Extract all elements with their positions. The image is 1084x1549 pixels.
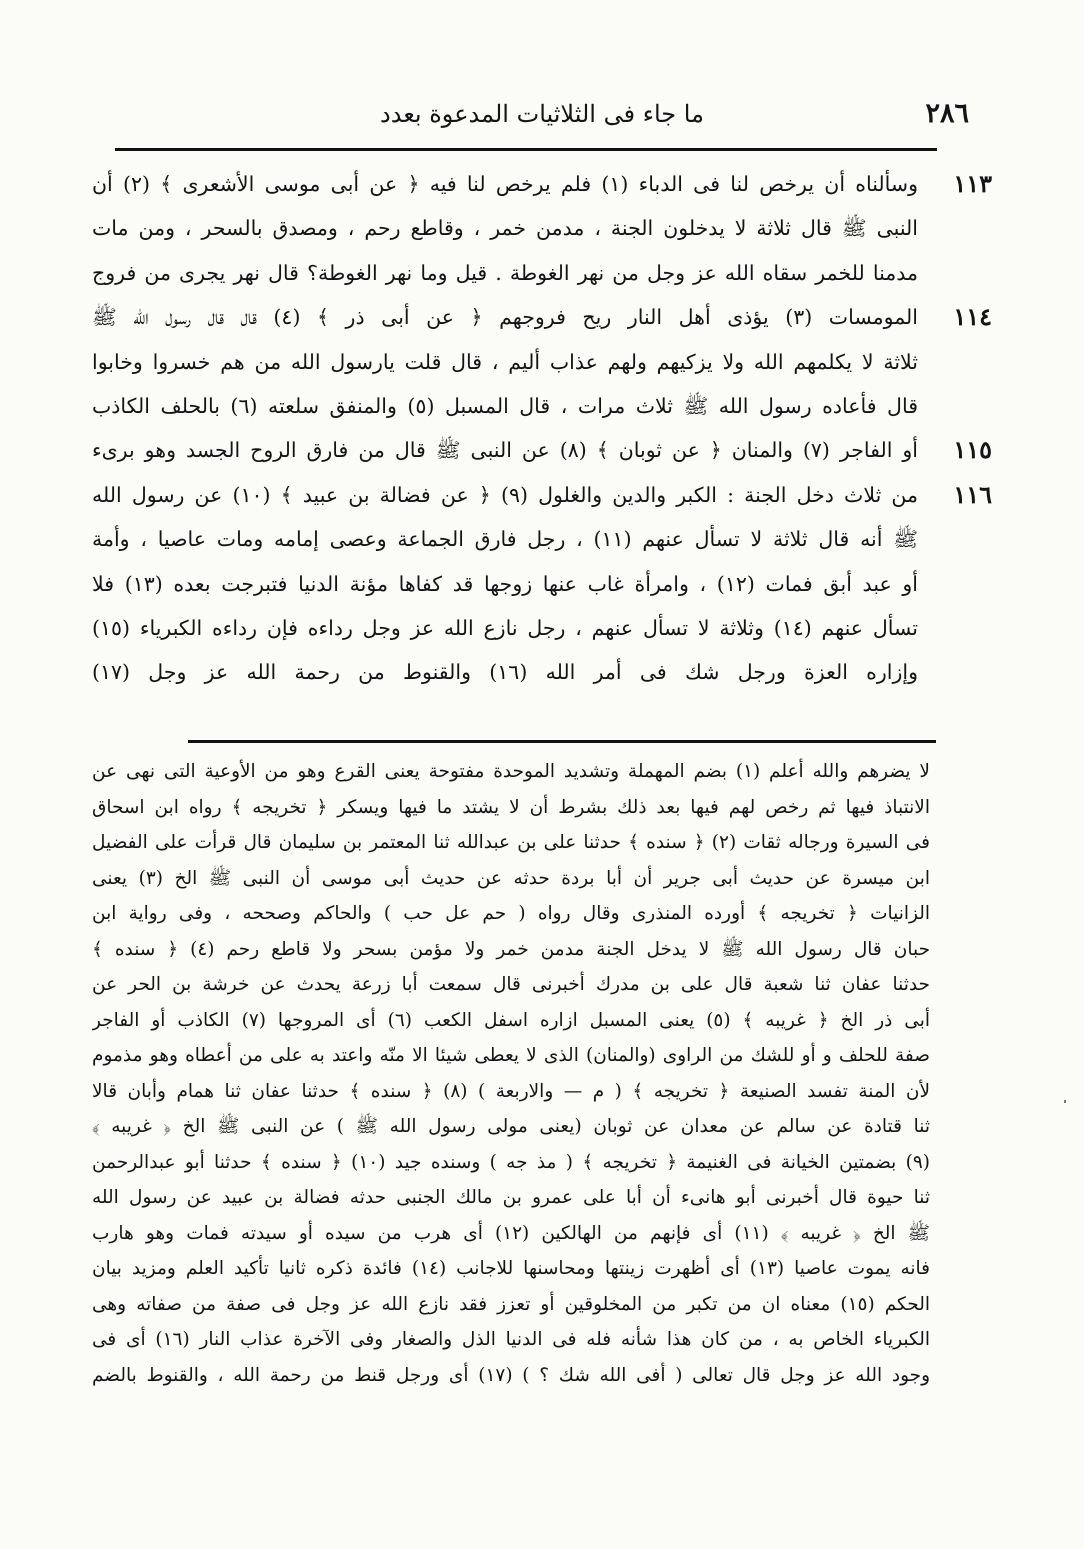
hadith-entry xyxy=(92,295,992,428)
hadith-text xyxy=(92,428,918,472)
text-line: ثلاثة لا يكلمهم الله ولا يزكيهم ولهم عذاب أليم ، قال قلت يارسول الله من هم خسروا وخابوا xyxy=(92,349,918,374)
text-line: ﷺ أنه قال ثلاثة لا تسأل عنهم (١١) ، رجل فارق الجماعة وعصى إمامه ومات عاصيا ، وأمة xyxy=(92,527,918,552)
footnote-line: فى السيرة ورجاله ثقات (٢) ﴿ سنده ﴾ حدثنا على بن عبدالله ثنا المعتمر بن سليمان قال قرأت على الفضيل xyxy=(92,832,930,853)
footnote-rule xyxy=(188,740,936,743)
text-line: أو الفاجر (٧) والمنان ﴿ عن ثوبان ﴾ (٨) عن النبى ﷺ قال من فارق الروح الجسد وهو برىء xyxy=(92,438,918,463)
footnote-line: ثنا قتادة عن سالم عن معدان عن ثوبان (يعنى مولى رسول الله ﷺ ) عن النبى ﷺ الخ ﴿ غريبه ﴾ xyxy=(92,1116,930,1137)
hadith-entry xyxy=(92,473,992,695)
footnote-line: حبان قال رسول الله ﷺ لا يدخل الجنة مدمن خمر ولا مؤمن بسحر ولا قاطع رحم (٤) ﴿ سنده ﴾ xyxy=(92,938,930,960)
footnote-line: الكبرياء الخاص به ، من كان هذا شأنه فله فى الدنيا الذل والصغار وفى الآخرة عذاب النار (١٦) أى فى xyxy=(92,1329,930,1350)
footnote-line: (٩) بضمتين الخيانة فى الغنيمة ﴿ تخريجه ﴾ ( مذ جه ) وسنده جيد (١٠) ﴿ سنده ﴾ حدثنا أبو عبدالرحمن xyxy=(92,1151,930,1173)
hadith-number: ١١٤ xyxy=(953,302,992,332)
footnote-line: ثنا حيوة قال أخبرنى أبو هانىء أن أبا على عمرو بن مالك الجنبى حدثه فضالة بن عبيد عن رسول الله xyxy=(92,1187,930,1208)
main-text xyxy=(92,162,992,695)
footnote-line: وجود الله عز وجل قال تعالى ( أفى الله شك ؟ ) (١٧) أى ورجل قنط من رحمة الله ، والقنوط بالضم xyxy=(92,1364,930,1386)
text-line: مدمنا للخمر سقاه الله عز وجل من نهر الغوطة . قيل وما نهر الغوطة؟ قال نهر يجرى من فروج xyxy=(92,260,918,285)
hadith-number: ١١٦ xyxy=(953,479,992,509)
footnote-line: لأن المنة تفسد الصنيعة ﴿ تخريجه ﴾ ( م — والاربعة ) (٨) ﴿ سنده ﴾ حدثنا عفان ثنا همام وأبان قالا xyxy=(92,1080,930,1102)
text-line: النبى ﷺ قال ثلاثة لا يدخلون الجنة ، مدمن خمر ، وقاطع رحم ، ومصدق بالسحر ، ومن مات xyxy=(92,216,918,241)
footnote-line: لا يضرهم والله أعلم (١) بضم المهملة وتشديد الموحدة مفتوحة يعنى القرع وهو من الأوعية التى نهى عن xyxy=(92,761,930,782)
text-line: وسألناه أن يرخص لنا فى الدباء (١) فلم يرخص لنا فيه ﴿ عن أبى موسى الأشعرى ﴾ (٢) أن xyxy=(92,172,918,196)
text-line: المومسات (٣) يؤذى أهل النار ريح فروجهم ﴿ عن أبى ذر ﴾ (٤) قال قال رسول الله ﷺ xyxy=(92,305,918,330)
footnotes xyxy=(92,754,930,1393)
footnote-line: ﷺ الخ ﴿ غريبه ﴾ (١١) أى فإنهم من الهالكين (١٢) أى هرب من سيده أو سيدته فمات وهو هارب xyxy=(92,1222,930,1244)
footnote-line: ابن ميسرة عن حديث أبى جرير أن أبا بردة حدثه عن حديث أبى موسى أن النبى ﷺ الخ (٣) يعنى xyxy=(92,867,930,889)
page-header xyxy=(115,96,969,136)
hadith-entry xyxy=(92,162,992,295)
footnote-line: الانتباذ فيها ثم رخص لهم فيها بعد ذلك بشرط أن لا يشتد ما فيها ويسكر ﴿ تخريجه ﴾ رواه ابن اسحاق xyxy=(92,796,930,818)
hadith-number: ١١٣ xyxy=(953,169,992,198)
text-line: تسأل عنهم (١٤) وثلاثة لا تسأل عنهم ، رجل نازع الله عز وجل رداءه فإن رداءه الكبرياء (١٥) xyxy=(92,616,918,641)
header-rule xyxy=(115,148,937,151)
page-number: ٢٨٦ xyxy=(925,98,969,129)
text-line: أو عبد أبق فمات (١٢) ، وامرأة غاب عنها زوجها قد كفاها مؤنة الدنيا فتبرجت بعده (١٣) فلا xyxy=(92,571,918,596)
text-line: من ثلاث دخل الجنة : الكبر والدين والغلول (٩) ﴿ عن فضالة بن عبيد ﴾ (١٠) عن رسول الله xyxy=(92,482,918,507)
footnote-line: فانه يموت عاصيا (١٣) أى أظهرت زينتها ومحاسنها للاجانب (١٤) فائدة ذكره ثانيا تأكيد العلم ومزيد بيان xyxy=(92,1258,930,1279)
hadith-text xyxy=(92,295,918,428)
footnote-line: الزانيات ﴿ تخريجه ﴾ أورده المنذرى وقال رواه ( حم عل حب ) والحاكم وصححه ، وفى رواية ابن xyxy=(92,903,930,924)
hadith-text xyxy=(92,473,918,695)
hadith-entry xyxy=(92,428,992,472)
running-title: ما جاء فى الثلاثيات المدعوة بعدد xyxy=(380,100,704,128)
scan-speck xyxy=(1064,1100,1066,1103)
footnote-line: صفة للحلف و أو للشك من الراوى (والمنان) الذى لا يعطى شيئا الا منّه واعتد به على من أعطاه وهو مذموم xyxy=(92,1045,930,1066)
hadith-text xyxy=(92,162,918,295)
footnote-line: حدثنا عفان ثنا شعبة قال على بن مدرك أخبرنى قال سمعت أبا زرعة يحدث عن خرشة بن الحر عن xyxy=(92,974,930,995)
hadith-number: ١١٥ xyxy=(953,435,992,465)
footnote-line: أبى ذر الخ ﴿ غريبه ﴾ (٥) يعنى المسبل ازاره اسفل الكعب (٦) أى المروجها (٧) الكاذب أو الفاجر xyxy=(92,1009,930,1031)
text-line: قال فأعاده رسول الله ﷺ ثلاث مرات ، قال المسبل (٥) والمنفق سلعته (٦) بالحلف الكاذب xyxy=(92,394,918,419)
text-line: وإزاره العزة ورجل شك فى أمر الله (١٦) والقنوط من رحمة الله عز وجل (١٧) xyxy=(92,660,918,685)
footnote-line: الحكم (١٥) معناه ان من تكبر من المخلوقين أو تعزز فقد نازع الله عز وجل فى صفة من صفاته وهى xyxy=(92,1293,930,1315)
